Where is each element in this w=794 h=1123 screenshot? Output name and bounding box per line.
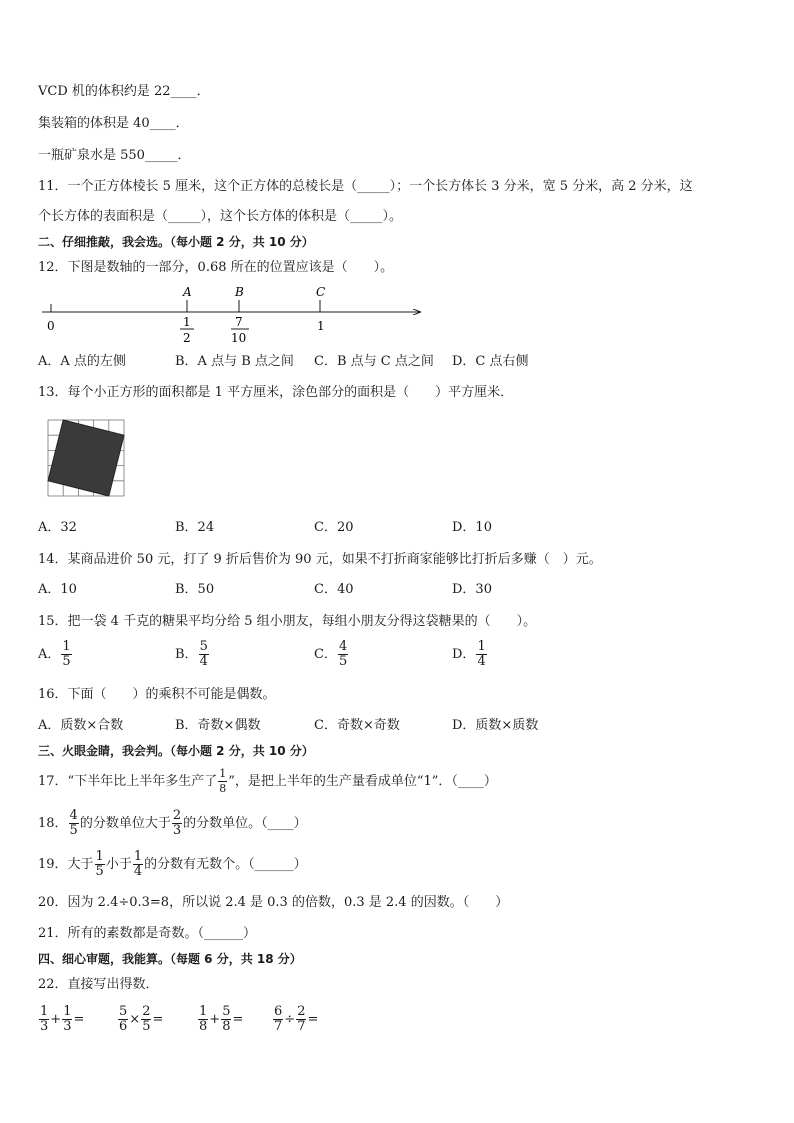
q15-option-a-fraction: $\frac{1}{5}$ xyxy=(62,639,71,669)
q12-text: 12．下图是数轴的一部分，0.68 所在的位置应该是（ ）。 xyxy=(38,260,394,275)
q12-option-b: B．A 点与 B 点之间 xyxy=(175,354,294,369)
section-3-heading: 三、火眼金睛，我会判。（每小题 2 分，共 10 分） xyxy=(38,744,314,758)
q22-text: 22．直接写出得数． xyxy=(38,977,159,992)
q15-option-b-fraction: $\frac{5}{4}$ xyxy=(199,639,208,669)
q15-option-a-letter: A． xyxy=(38,647,61,662)
line-container: 集装箱的体积是 40____． xyxy=(38,116,189,131)
q14-option-c: C．40 xyxy=(314,582,354,597)
q17-fraction: $\frac{1}{8}$ xyxy=(219,767,227,795)
q18-fraction-1: $\frac{4}{5}$ xyxy=(69,808,78,838)
q12-option-c: C．B 点与 C 点之间 xyxy=(314,354,434,369)
q13-grid-figure xyxy=(46,418,130,502)
q11-line2: 个长方体的表面积是（_____），这个长方体的体积是（_____）。 xyxy=(38,209,403,224)
shaded-square xyxy=(48,420,124,496)
q16-text: 16．下面（ ）的乘积不可能是偶数。 xyxy=(38,687,276,702)
q15-text: 15．把一袋 4 千克的糖果平均分给 5 组小朋友，每组小朋友分得这袋糖果的（ ）。 xyxy=(38,614,537,629)
q14-option-b: B．50 xyxy=(175,582,215,597)
q13-option-a: A．32 xyxy=(38,520,77,535)
q16-option-b: B．奇数×偶数 xyxy=(175,718,261,733)
frac-half-den: 2 xyxy=(183,331,191,345)
q12-option-a: A．A 点的左侧 xyxy=(38,354,126,369)
q14-option-d: D．30 xyxy=(452,582,492,597)
q19-fraction-1: $\frac{1}{5}$ xyxy=(95,849,104,879)
q14-text: 14．某商品进价 50 元，打了 9 折后售价为 90 元，如果不打折商家能够比打折后多赚（ ）元。 xyxy=(38,552,602,567)
q16-option-a: A．质数×合数 xyxy=(38,718,124,733)
label-a: A xyxy=(183,285,192,299)
q13-option-c: C．20 xyxy=(314,520,354,535)
q13-option-d: D．10 xyxy=(452,520,492,535)
line-vcd: VCD 机的体积约是 22____． xyxy=(38,84,210,99)
q16-option-d: D．质数×质数 xyxy=(452,718,539,733)
q22-expression-2: $\frac{5}{6}$ × $\frac{2}{5}$ = xyxy=(119,1004,164,1034)
q15-option-b-letter: B． xyxy=(175,647,198,662)
section-4-heading: 四、细心审题，我能算。（每题 6 分，共 18 分） xyxy=(38,952,302,966)
line-water: 一瓶矿泉水是 550_____． xyxy=(38,148,191,163)
tick-label-0: 0 xyxy=(47,319,55,333)
q15-option-c-fraction: $\frac{4}{5}$ xyxy=(338,639,348,669)
frac-seven-tenths-num: 7 xyxy=(235,315,243,329)
q19-fraction-2: $\frac{1}{4}$ xyxy=(133,849,143,879)
q13-text: 13．每个小正方形的面积都是 1 平方厘米，涂色部分的面积是（ ）平方厘米． xyxy=(38,385,514,400)
q18-fraction-2: $\frac{2}{3}$ xyxy=(172,808,182,838)
q16-option-c: C．奇数×奇数 xyxy=(314,718,400,733)
q18-text: 18． $\frac{4}{5}$ 的分数单位大于 $\frac{2}{3}$ 的分数单位。（____） xyxy=(38,808,307,838)
q15-option-d xyxy=(452,640,488,669)
q22-expression-3: $\frac{1}{8}$ + $\frac{5}{8}$ = xyxy=(199,1004,244,1034)
q12-option-d: D．C 点右侧 xyxy=(452,354,529,369)
q15-option-d-fraction: $\frac{1}{4}$ xyxy=(477,639,486,669)
q15-option-d-letter: D． xyxy=(452,647,476,662)
label-b: B xyxy=(235,285,244,299)
tick-label-1: 1 xyxy=(317,319,325,333)
q22-expression-1: $\frac{1}{3}$ + $\frac{1}{3}$ = xyxy=(40,1004,85,1034)
q11-line1: 11．一个正方体棱长 5 厘米，这个正方体的总棱长是（_____）；一个长方体长 3 分米，宽 5 分米，高 2 分米，这 xyxy=(38,179,693,194)
q21-text: 21．所有的素数都是奇数。（______） xyxy=(38,926,257,941)
q15-option-c-letter: C． xyxy=(314,647,337,662)
q15-option-b xyxy=(175,640,210,669)
q15-option-a xyxy=(38,640,73,669)
q15-option-c xyxy=(314,640,349,669)
frac-seven-tenths-den: 10 xyxy=(231,331,247,345)
q19-text: 19．大于 $\frac{1}{5}$ 小于 $\frac{1}{4}$ 的分数有无数个。（______） xyxy=(38,849,307,879)
section-2-heading: 二、仔细推敲，我会选。（每小题 2 分，共 10 分） xyxy=(38,235,314,249)
q13-option-b: B．24 xyxy=(175,520,215,535)
number-line xyxy=(30,282,450,352)
frac-half-num: 1 xyxy=(183,315,191,329)
q22-expression-4: $\frac{6}{7}$ ÷ $\frac{2}{7}$ = xyxy=(274,1004,319,1034)
q17-text: 17．“下半年比上半年多生产了 $\frac{1}{8}$ ”，是把上半年的生产量看成单位“1”．（____） xyxy=(38,767,497,795)
label-c: C xyxy=(316,285,326,299)
q14-option-a: A．10 xyxy=(38,582,77,597)
q20-text: 20．因为 2.4÷0.3=8，所以说 2.4 是 0.3 的倍数，0.3 是 2.4 的因数。（ ） xyxy=(38,895,509,910)
